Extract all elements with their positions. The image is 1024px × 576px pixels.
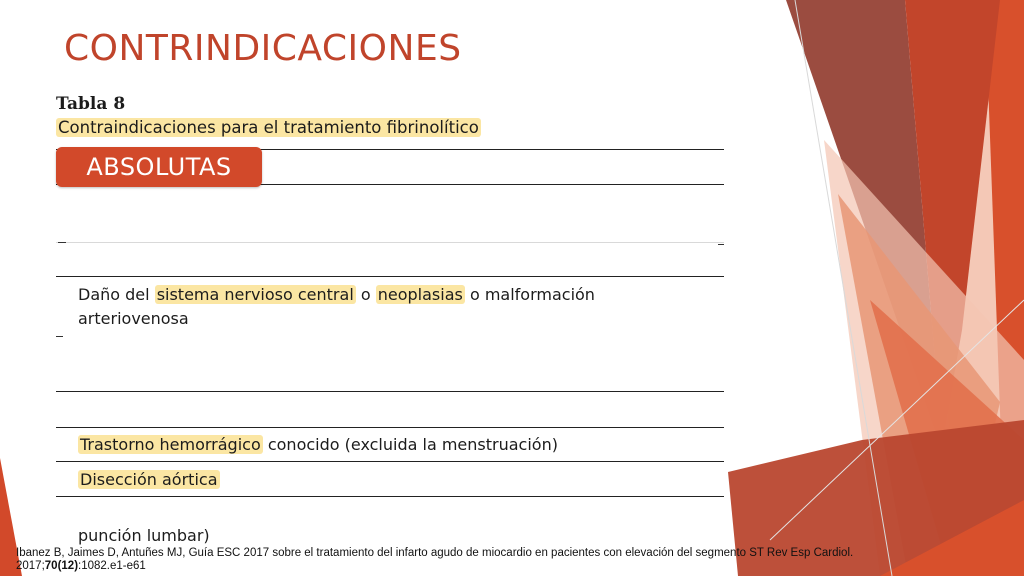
row-cns-damage (78, 283, 595, 307)
dash-mark (58, 242, 66, 243)
table-caption (56, 118, 481, 137)
caption-highlight: Contraindicaciones para el tratamiento fibrinolítico (58, 118, 479, 137)
dash-mark (718, 244, 724, 245)
table-rule (56, 461, 724, 462)
row-highlight: Trastorno hemorrágico (80, 435, 261, 454)
citation-year: 2017; (16, 560, 45, 572)
row-text-part: o malformación (469, 285, 595, 304)
row-text-part: o (360, 285, 371, 304)
table-rule (56, 427, 724, 428)
table-number: Tabla 8 (56, 94, 126, 114)
citation-volume: 70(12) (44, 560, 79, 572)
row-text-part: Daño del (78, 285, 150, 304)
row-aortic-dissection (78, 468, 220, 492)
slide-title: CONTRINDICACIONES (64, 28, 462, 69)
row-text-part: conocido (excluida la menstruación) (267, 435, 558, 454)
row-cns-damage-line2: arteriovenosa (78, 309, 189, 328)
row-highlight: neoplasias (377, 285, 463, 304)
table-rule (56, 276, 724, 277)
table-rule (56, 496, 724, 497)
row-lumbar-puncture: punción lumbar) (78, 526, 210, 545)
table-rule (56, 391, 724, 392)
absolutas-badge: ABSOLUTAS (56, 147, 262, 187)
dash-mark (56, 336, 63, 337)
row-highlight: sistema nervioso central (156, 285, 354, 304)
citation-line1: Ibanez B, Jaimes D, Antuñes MJ, Guía ESC 2017 sobre el tratamiento del infarto agudo de miocardio en pacientes con elevación del segmento ST Rev Esp Cardiol. (16, 547, 854, 559)
table-rule-faint (56, 242, 724, 243)
row-bleeding-disorder (78, 433, 558, 457)
citation (16, 547, 1012, 573)
row-highlight: Disección aórtica (80, 470, 218, 489)
citation-pages: :1082.e1-e61 (78, 560, 146, 572)
